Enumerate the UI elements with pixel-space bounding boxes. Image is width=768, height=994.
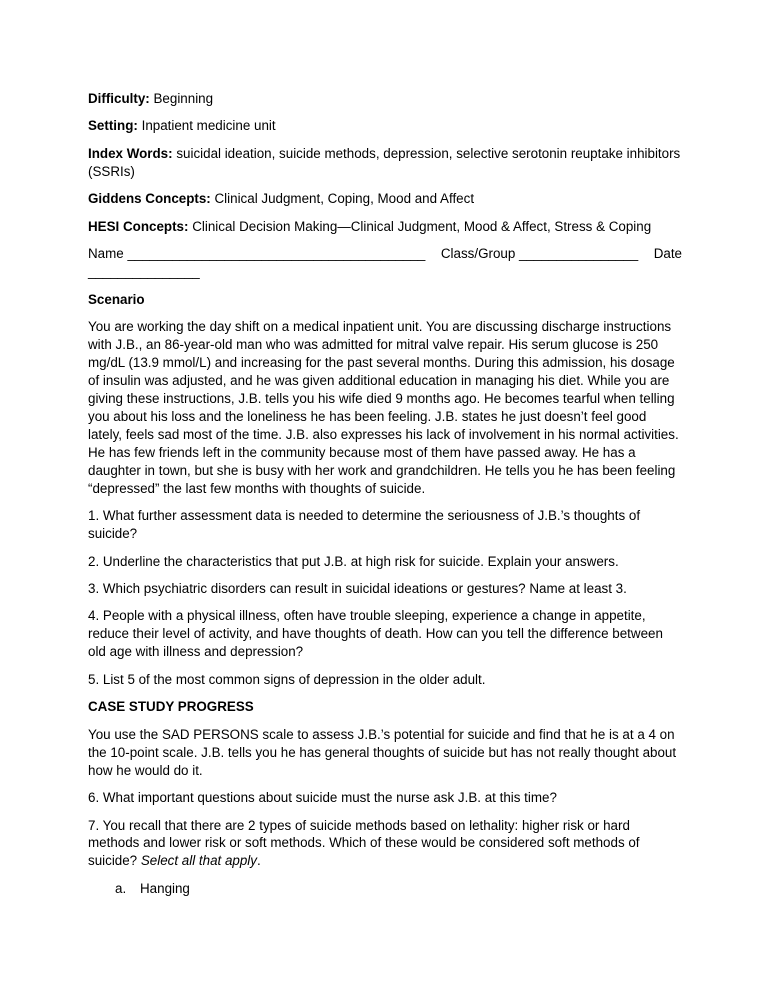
- option-letter: a.: [115, 880, 127, 896]
- question-7: [88, 817, 682, 871]
- index-words-value: suicidal ideation, suicide methods, depression, selective serotonin reuptake inhibitors (SSRIs): [88, 145, 681, 179]
- question-5: 5. List 5 of the most common signs of depression in the older adult.: [88, 671, 486, 687]
- question-2: 2. Underline the characteristics that put J.B. at high risk for suicide. Explain your answers.: [88, 553, 619, 569]
- date-blank: _______________: [88, 264, 200, 280]
- meta-line-giddens-concepts: [88, 190, 682, 208]
- question-6: 6. What important questions about suicide must the nurse ask J.B. at this time?: [88, 790, 557, 806]
- case-study-progress-heading: CASE STUDY PROGRESS: [88, 699, 254, 715]
- hesi-concepts-value: Clinical Decision Making—Clinical Judgment, Mood & Affect, Stress & Coping: [192, 218, 652, 234]
- name-class-date-line: [88, 245, 682, 263]
- question-1: 1. What further assessment data is needed to determine the seriousness of J.B.’s thoughts of suicide?: [88, 508, 641, 542]
- class-group-blank: ________________: [519, 246, 639, 262]
- scenario-paragraph: You are working the day shift on a medical inpatient unit. You are discussing discharge instructions with J.B., an 86-year-old man who was admitted for mitral valve repair. His serum glucose is 250 mg/dL (13.9 mmol/L) and increasing for the past several months. During this admission, his dosage of insulin was adjusted, and he was given additional education in managing his diet. While you are giving these instructions, J.B. tells you his wife died 9 months ago. He becomes tearful when telling you about his loss and the loneliness he has been feeling. J.B. states he just doesn’t feel good lately, feels sad most of the time. J.B. also expresses his lack of involvement in his normal activities. He has few friends left in the community because most of them have passed away. He has a daughter in town, but she is busy with her work and grandchildren. He tells you he has been feeling “depressed” the last few months with thoughts of suicide.: [88, 319, 679, 496]
- question-7-select-all: Select all that apply: [140, 853, 257, 869]
- answer-option-a: [115, 880, 682, 898]
- question-3: 3. Which psychiatric disorders can result in suicidal ideations or gestures? Name at least 3.: [88, 580, 627, 596]
- meta-line-index-words: [88, 145, 682, 181]
- name-field: [88, 245, 425, 263]
- question-7-text: 7. You recall that there are 2 types of suicide methods based on lethality: higher risk or hard methods and lower risk or soft methods. Which of these would be considered soft methods of suicide?: [88, 817, 640, 869]
- meta-line-setting: [88, 117, 682, 135]
- class-group-label: Class/Group: [440, 246, 516, 262]
- question-7-suffix: .: [256, 853, 261, 869]
- setting-label: Setting:: [88, 118, 138, 134]
- index-words-label: Index Words:: [88, 145, 173, 161]
- setting-value: Inpatient medicine unit: [141, 118, 276, 134]
- giddens-concepts-label: Giddens Concepts:: [88, 191, 211, 207]
- question-4: 4. People with a physical illness, often have trouble sleeping, experience a change in appetite, reduce their level of activity, and have thoughts of death. How can you tell the difference between old age with illness and depression?: [88, 608, 663, 660]
- option-text: Hanging: [140, 880, 190, 896]
- difficulty-value: Beginning: [153, 91, 214, 106]
- name-label: Name: [88, 246, 124, 262]
- scenario-heading: Scenario: [88, 291, 145, 307]
- difficulty-label: Difficulty:: [88, 91, 150, 106]
- class-group-field: [441, 245, 638, 263]
- progress-paragraph: You use the SAD PERSONS scale to assess J.B.’s potential for suicide and find that he is at a 4 on the 10-point scale. J.B. tells you he has general thoughts of suicide but has not really thought about how he would do it.: [88, 726, 677, 778]
- date-label: Date: [653, 246, 682, 262]
- meta-line-hesi-concepts: [88, 218, 682, 236]
- hesi-concepts-label: HESI Concepts:: [88, 218, 189, 234]
- giddens-concepts-value: Clinical Judgment, Coping, Mood and Affect: [214, 191, 475, 207]
- name-blank: ________________________________________: [127, 246, 426, 262]
- meta-line-difficulty: [88, 90, 682, 108]
